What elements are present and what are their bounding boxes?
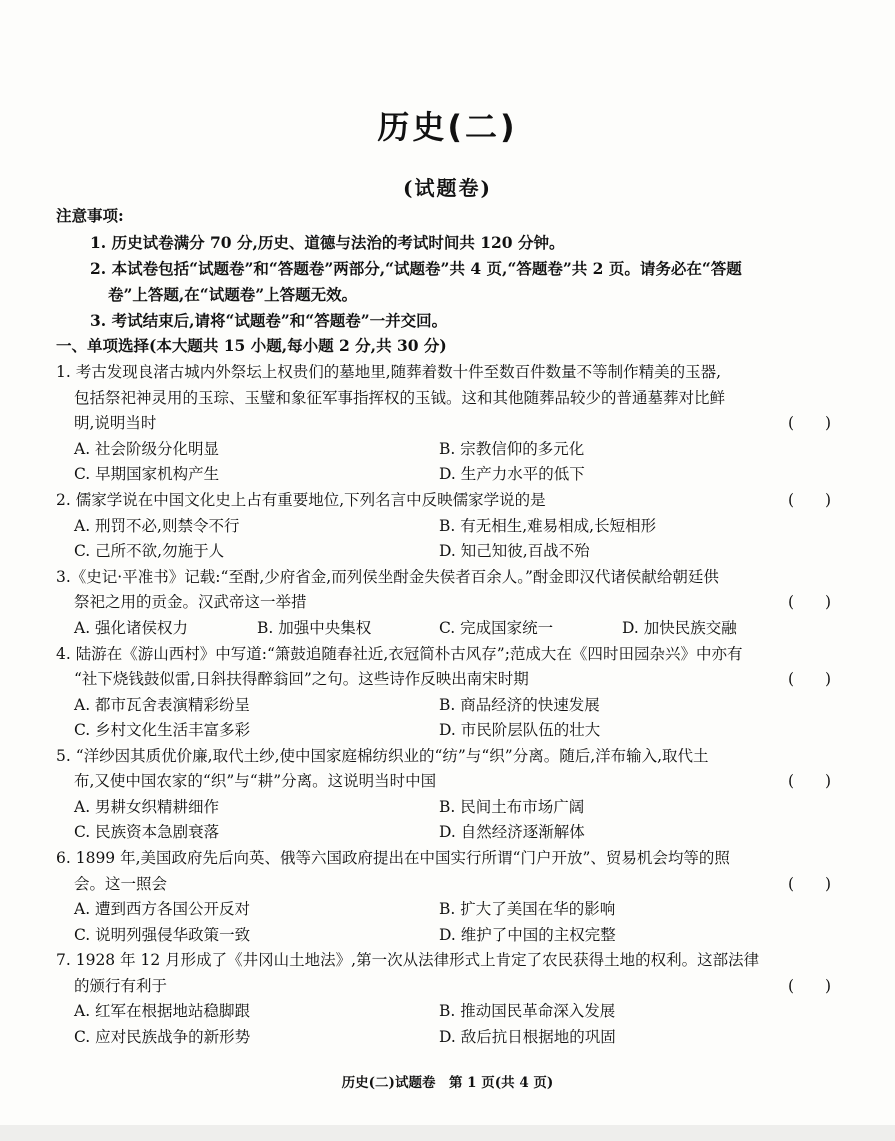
option-a[interactable]: A. 男耕女织精耕细作: [74, 798, 220, 816]
option-a[interactable]: A. 红军在根据地站稳脚跟: [74, 1002, 251, 1020]
option-b[interactable]: B. 宗教信仰的多元化: [439, 440, 585, 458]
option-c[interactable]: C. 说明列强侵华政策一致: [74, 926, 251, 944]
question-1-line: 明,说明当时: [74, 414, 157, 432]
notice-item: 卷”上答题,在“试题卷”上答题无效。: [108, 285, 358, 304]
option-a[interactable]: A. 强化诸侯权力: [74, 619, 189, 637]
option-a[interactable]: A. 遭到西方各国公开反对: [74, 900, 251, 918]
option-c[interactable]: C. 己所不欲,勿施于人: [74, 542, 225, 560]
notice-item: 2. 本试卷包括“试题卷”和“答题卷”两部分,“试题卷”共 4 页,“答题卷”共 2 页。请务必在“答题: [90, 259, 742, 278]
option-b[interactable]: B. 扩大了美国在华的影响: [439, 900, 616, 918]
scan-bottom-edge: [0, 1125, 895, 1141]
option-a[interactable]: A. 都市瓦舍表演精彩纷呈: [74, 696, 251, 714]
question-4-line: “社下烧钱鼓似雷,日斜扶得醉翁回”之句。这些诗作反映出南宋时期: [74, 670, 529, 688]
option-d[interactable]: D. 自然经济逐渐解体: [439, 823, 585, 841]
answer-bracket[interactable]: ( ): [788, 875, 832, 893]
page-subtitle: (试题卷): [403, 176, 492, 200]
answer-bracket[interactable]: ( ): [788, 772, 832, 790]
option-b[interactable]: B. 商品经济的快速发展: [439, 696, 600, 714]
question-6-line: 6. 1899 年,美国政府先后向英、俄等六国政府提出在中国实行所谓“门户开放”、贸易机会均等的照: [56, 849, 730, 867]
option-b[interactable]: B. 民间土布市场广阔: [439, 798, 585, 816]
question-6-line: 会。这一照会: [74, 875, 168, 893]
option-c[interactable]: C. 民族资本急剧衰落: [74, 823, 220, 841]
option-d[interactable]: D. 市民阶层队伍的壮大: [439, 721, 601, 739]
section-heading: 一、单项选择(本大题共 15 小题,每小题 2 分,共 30 分): [56, 336, 447, 355]
question-5-line: 5. “洋纱因其质优价廉,取代土纱,使中国家庭棉纺织业的“纺”与“织”分离。随后,洋布输入,取代土: [56, 747, 709, 765]
option-d[interactable]: D. 生产力水平的低下: [439, 465, 585, 483]
notice-item: 1. 历史试卷满分 70 分,历史、道德与法治的考试时间共 120 分钟。: [90, 233, 565, 252]
option-b[interactable]: B. 推动国民革命深入发展: [439, 1002, 616, 1020]
option-b[interactable]: B. 有无相生,难易相成,长短相形: [439, 517, 657, 535]
question-3-line: 3.《史记·平准书》记载:“至酎,少府省金,而列侯坐酎金失侯者百余人。”酎金即汉代诸侯献给朝廷供: [56, 568, 719, 586]
question-2-line: 2. 儒家学说在中国文化史上占有重要地位,下列名言中反映儒家学说的是: [56, 491, 546, 509]
notice-heading: 注意事项:: [56, 206, 124, 225]
option-d[interactable]: D. 维护了中国的主权完整: [439, 926, 616, 944]
question-5-line: 布,又使中国农家的“织”与“耕”分离。这说明当时中国: [74, 772, 437, 790]
option-b[interactable]: B. 加强中央集权: [257, 619, 372, 637]
option-c[interactable]: C. 早期国家机构产生: [74, 465, 220, 483]
notice-item: 3. 考试结束后,请将“试题卷”和“答题卷”一并交回。: [90, 311, 448, 330]
page-title: 历史(二): [377, 108, 518, 146]
option-d[interactable]: D. 敌后抗日根据地的巩固: [439, 1028, 616, 1046]
question-1-line: 1. 考古发现良渚古城内外祭坛上权贵们的墓地里,随葬着数十件至数百件数量不等制作精美的玉器,: [56, 363, 722, 381]
question-4-line: 4. 陆游在《游山西村》中写道:“箫鼓追随春社近,衣冠简朴古风存”;范成大在《四时田园杂兴》中亦有: [56, 645, 743, 663]
option-d[interactable]: D. 加快民族交融: [622, 619, 737, 637]
answer-bracket[interactable]: ( ): [788, 593, 832, 611]
option-d[interactable]: D. 知己知彼,百战不殆: [439, 542, 590, 560]
option-a[interactable]: A. 社会阶级分化明显: [74, 440, 220, 458]
question-7-line: 的颁行有利于: [74, 977, 168, 995]
option-c[interactable]: C. 乡村文化生活丰富多彩: [74, 721, 251, 739]
option-a[interactable]: A. 刑罚不必,则禁令不行: [74, 517, 240, 535]
option-c[interactable]: C. 完成国家统一: [439, 619, 554, 637]
question-1-line: 包括祭祀神灵用的玉琮、玉璧和象征军事指挥权的玉钺。这和其他随葬品较少的普通墓葬对比鲜: [74, 389, 726, 407]
question-3-line: 祭祀之用的贡金。汉武帝这一举措: [74, 593, 307, 611]
answer-bracket[interactable]: ( ): [788, 977, 832, 995]
question-7-line: 7. 1928 年 12 月形成了《井冈山土地法》,第一次从法律形式上肯定了农民获得土地的权利。这部法律: [56, 951, 760, 969]
answer-bracket[interactable]: ( ): [788, 491, 832, 509]
answer-bracket[interactable]: ( ): [788, 414, 832, 432]
page-footer: 历史(二)试题卷 第 1 页(共 4 页): [341, 1075, 554, 1091]
answer-bracket[interactable]: ( ): [788, 670, 832, 688]
option-c[interactable]: C. 应对民族战争的新形势: [74, 1028, 251, 1046]
